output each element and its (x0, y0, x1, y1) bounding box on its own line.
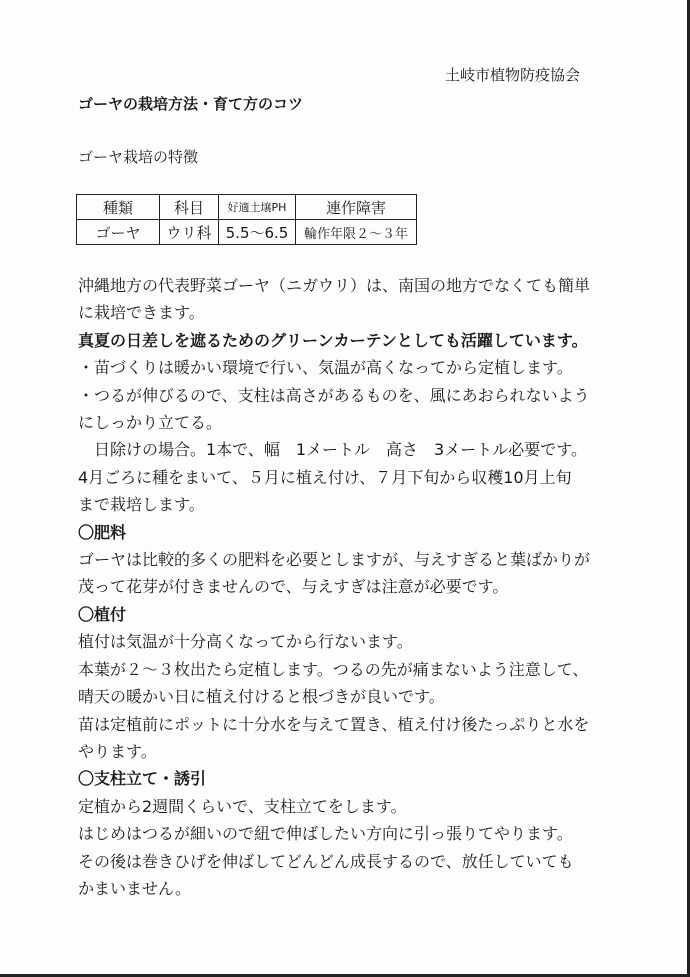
planting-line: 苗は定植前にポットに十分水を与えて置き、植え付け後たっぷりと水を (78, 714, 590, 734)
section-heading-fertilizer: 〇肥料 (78, 522, 127, 542)
header-rotation: 連作障害 (296, 195, 417, 220)
fertilizer-line: ゴーヤは比較的多くの肥料を必要としますが、与えすぎると葉ばかりが (78, 550, 591, 570)
planting-line: やります。 (78, 741, 157, 761)
spec-value-row (77, 220, 417, 245)
intro-schedule: 4月ごろに種をまいて、５月に植え付け、７月下旬から収穫10月上旬 (78, 467, 572, 487)
fertilizer-line: 茂って花芽が付きませんので、与えすぎは注意が必要です。 (78, 577, 509, 597)
intro-line: 沖縄地方の代表野菜ゴーヤ（ニガウリ）は、南国の地方でなくても簡単 (78, 276, 591, 295)
planting-line: 植付は気温が十分高くなってから行ないます。 (78, 632, 413, 652)
header-family: 科目 (160, 195, 219, 220)
intro-line: に栽培できます。 (78, 303, 205, 323)
intro-shade: 日除けの場合。1本で、幅 1メートル 高さ 3メートル必要です。 (94, 440, 587, 460)
value-rotation: 輪作年限２〜３年 (296, 220, 417, 245)
section-heading-support: 〇支柱立て・誘引 (78, 769, 207, 789)
intro-bullet: ・苗づくりは暖かい環境で行い、気温が高くなってから定植します。 (78, 358, 573, 378)
header-ph: 好適土壌PH (219, 195, 296, 220)
support-line: その後は巻きひげを伸ばしてどんどん成長するので、放任していても (78, 851, 574, 871)
value-ph: 5.5〜6.5 (219, 220, 296, 245)
intro-bullet: ・つるが伸びるので、支柱は高さがあるものを、風にあおられないよう (78, 385, 590, 405)
planting-line: 晴天の暖かい日に植え付けると根づきが良いです。 (78, 687, 445, 707)
organization-name: 土岐市植物防疫協会 (444, 66, 580, 84)
body-text (78, 272, 618, 902)
spec-table (76, 194, 417, 245)
value-kind: ゴーヤ (77, 220, 160, 245)
section-heading-planting: 〇植付 (78, 604, 127, 624)
spec-header-row (77, 195, 417, 220)
document-title: ゴーヤの栽培方法・育て方のコツ (78, 95, 304, 113)
header-kind: 種類 (77, 195, 160, 220)
section-subtitle: ゴーヤ栽培の特徴 (78, 148, 199, 166)
support-line: はじめはつるが細いので紐で伸ばしたい方向に引っ張りてやります。 (78, 824, 573, 844)
intro-schedule: まで栽培します。 (78, 495, 205, 515)
value-family: ウリ科 (160, 220, 219, 245)
support-line: 定植から2週間くらいで、支柱立てをします。 (78, 796, 407, 816)
intro-bullet: にしっかり立てる。 (78, 413, 223, 433)
planting-line: 本葉が２〜３枚出たら定植します。つるの先が痛まないよう注意して、 (78, 659, 589, 679)
support-line: かまいません。 (78, 878, 191, 898)
intro-highlight: 真夏の日差しを遮るためのグリーンカーテンとしても活躍しています。 (78, 330, 588, 350)
